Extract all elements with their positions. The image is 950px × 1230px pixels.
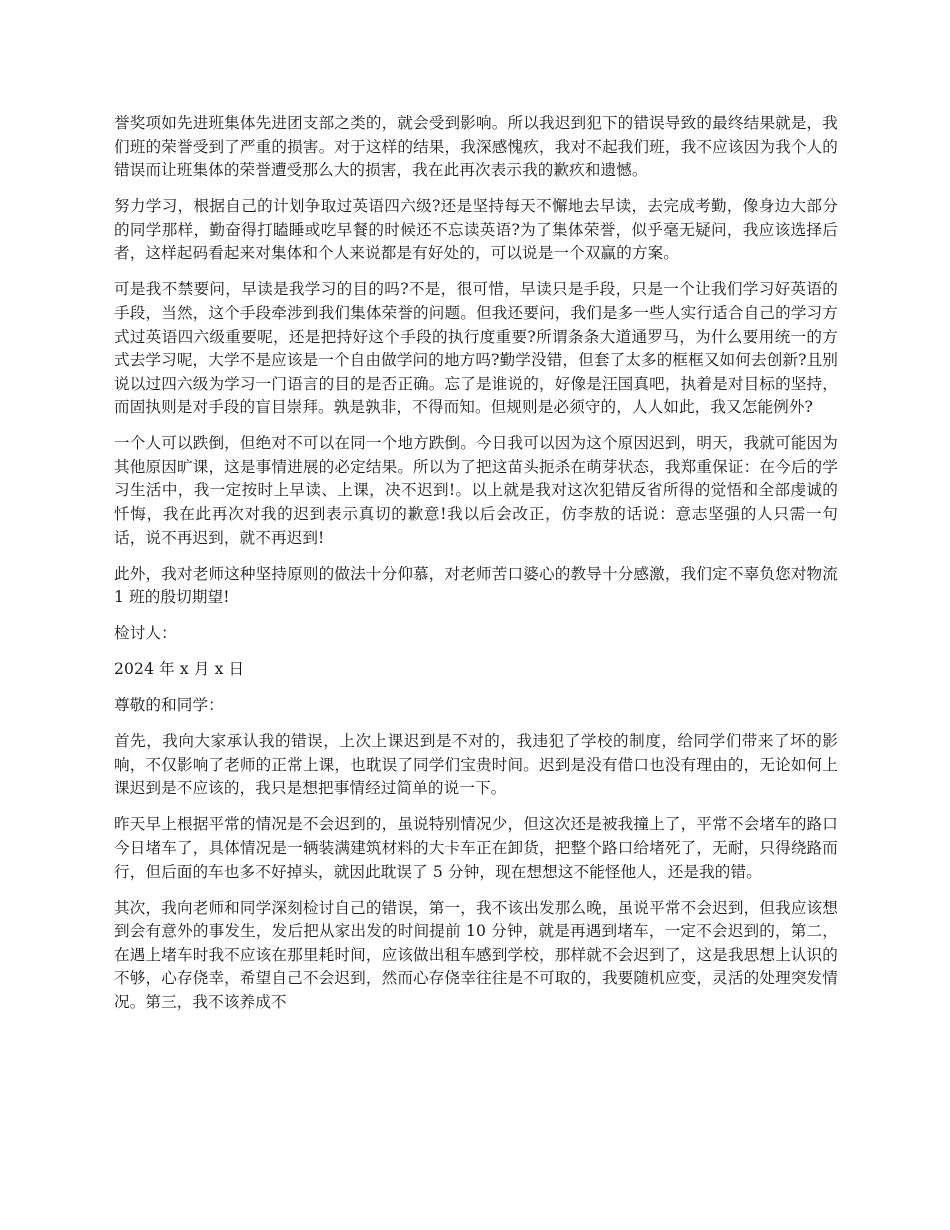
- date-line: 2024 年 x 月 x 日: [114, 660, 245, 679]
- paragraph-study-choice: 努力学习，根据自己的计划争取过英语四六级?还是坚持每天不懈地去早读，去完成考勤，像身边大部分的同学那样，勤奋得打瞌睡或吃早餐的时候还不忘读英语?为了集体荣誉，似乎毫无疑问，我应该选择后者，这样起码看起来对集体和个人来说都是有好处的，可以说是一个双赢的方案。: [114, 197, 838, 263]
- paragraph-honor-loss: 誉奖项如先进班集体先进团支部之类的，就会受到影响。所以我迟到犯下的错误导致的最终结果就是，我们班的荣誉受到了严重的损害。对于这样的结果，我深感愧疚，我对不起我们班，我不应该因为我个人的错误而让班集体的荣誉遭受那么大的损害，我在此再次表示我的歉疚和遗憾。: [114, 114, 838, 180]
- paragraph-purpose-question: 可是我不禁要问，早读是我学习的目的吗?不是，很可惜，早读只是手段，只是一个让我们学习好英语的手段，当然，这个手段牵涉到我们集体荣誉的问题。但我还要问，我们是多一些人实行适合自己的学习方式过英语四六级重要呢，还是把持好这个手段的执行度重要?所谓条条大道通罗马，为什么要用统一的方式去学习呢，大学不是应该是一个自由做学问的地方吗?勤学没错，但套了太多的框框又如何去创新?且别说以过四六级为学习一门语言的目的是否正确。忘了是谁说的，好像是汪国真吧，执着是对目标的坚持，而固执则是对手段的盲目崇拜。孰是孰非，不得而知。但规则是必须守的，人人如此，我又怎能例外?: [114, 280, 838, 417]
- paragraph-gratitude: 此外，我对老师这种坚持原则的做法十分仰慕，对老师苦口婆心的教导十分感激，我们定不辜负您对物流 1 班的殷切期望!: [114, 564, 838, 607]
- paragraph-traffic-story: 昨天早上根据平常的情况是不会迟到的，虽说特别情况少，但这次还是被我撞上了，平常不会堵车的路口今日堵车了，具体情况是一辆装满建筑材料的大卡车正在卸货，把整个路口给堵死了，无耐，只得绕路而行，但后面的车也多不好掉头，就因此耽误了 5 分钟，现在想想这不能怪他人，还是我的错。: [114, 815, 838, 881]
- paragraph-admission: 首先，我向大家承认我的错误，上次上课迟到是不对的，我违犯了学校的制度，给同学们带来了坏的影响，不仅影响了老师的正常上课，也耽误了同学们宝贵时间。迟到是没有借口也没有理由的，无论如何上课迟到是不应该的，我只是想把事情经过简单的说一下。: [114, 732, 838, 798]
- salutation: 尊敬的和同学：: [114, 696, 224, 715]
- paragraph-self-review: 其次，我向老师和同学深刻检讨自己的错误，第一，我不该出发那么晚，虽说平常不会迟到，但我应该想到会有意外的事发生，发后把从家出发的时间提前 10 分钟，就是再遇到堵车，一定不会迟到的，第二，在遇上堵车时我不应该在那里耗时间，应该做出租车感到学校，那样就不会迟到了，这是我思想上认识的不够，心存侥幸，希望自己不会迟到，然而心存侥幸往往是不可取的，我要随机应变，灵活的处理突发情况。第三，我不该养成不: [114, 898, 838, 1011]
- document-body: [114, 112, 838, 1027]
- paragraph-promise: 一个人可以跌倒，但绝对不可以在同一个地方跌倒。今日我可以因为这个原因迟到，明天，我就可能因为其他原因旷课，这是事情进展的必定结果。所以为了把这苗头扼杀在萌芽状态，我郑重保证：在今后的学习生活中，我一定按时上早读、上课，决不迟到!。以上就是我对这次犯错反省所得的觉悟和全部虔诚的忏悔，我在此再次对我的迟到表示真切的歉意!我以后会改正，仿李敖的话说：意志坚强的人只需一句话，说不再迟到，就不再迟到!: [114, 434, 838, 547]
- signature-label: 检讨人：: [114, 624, 177, 643]
